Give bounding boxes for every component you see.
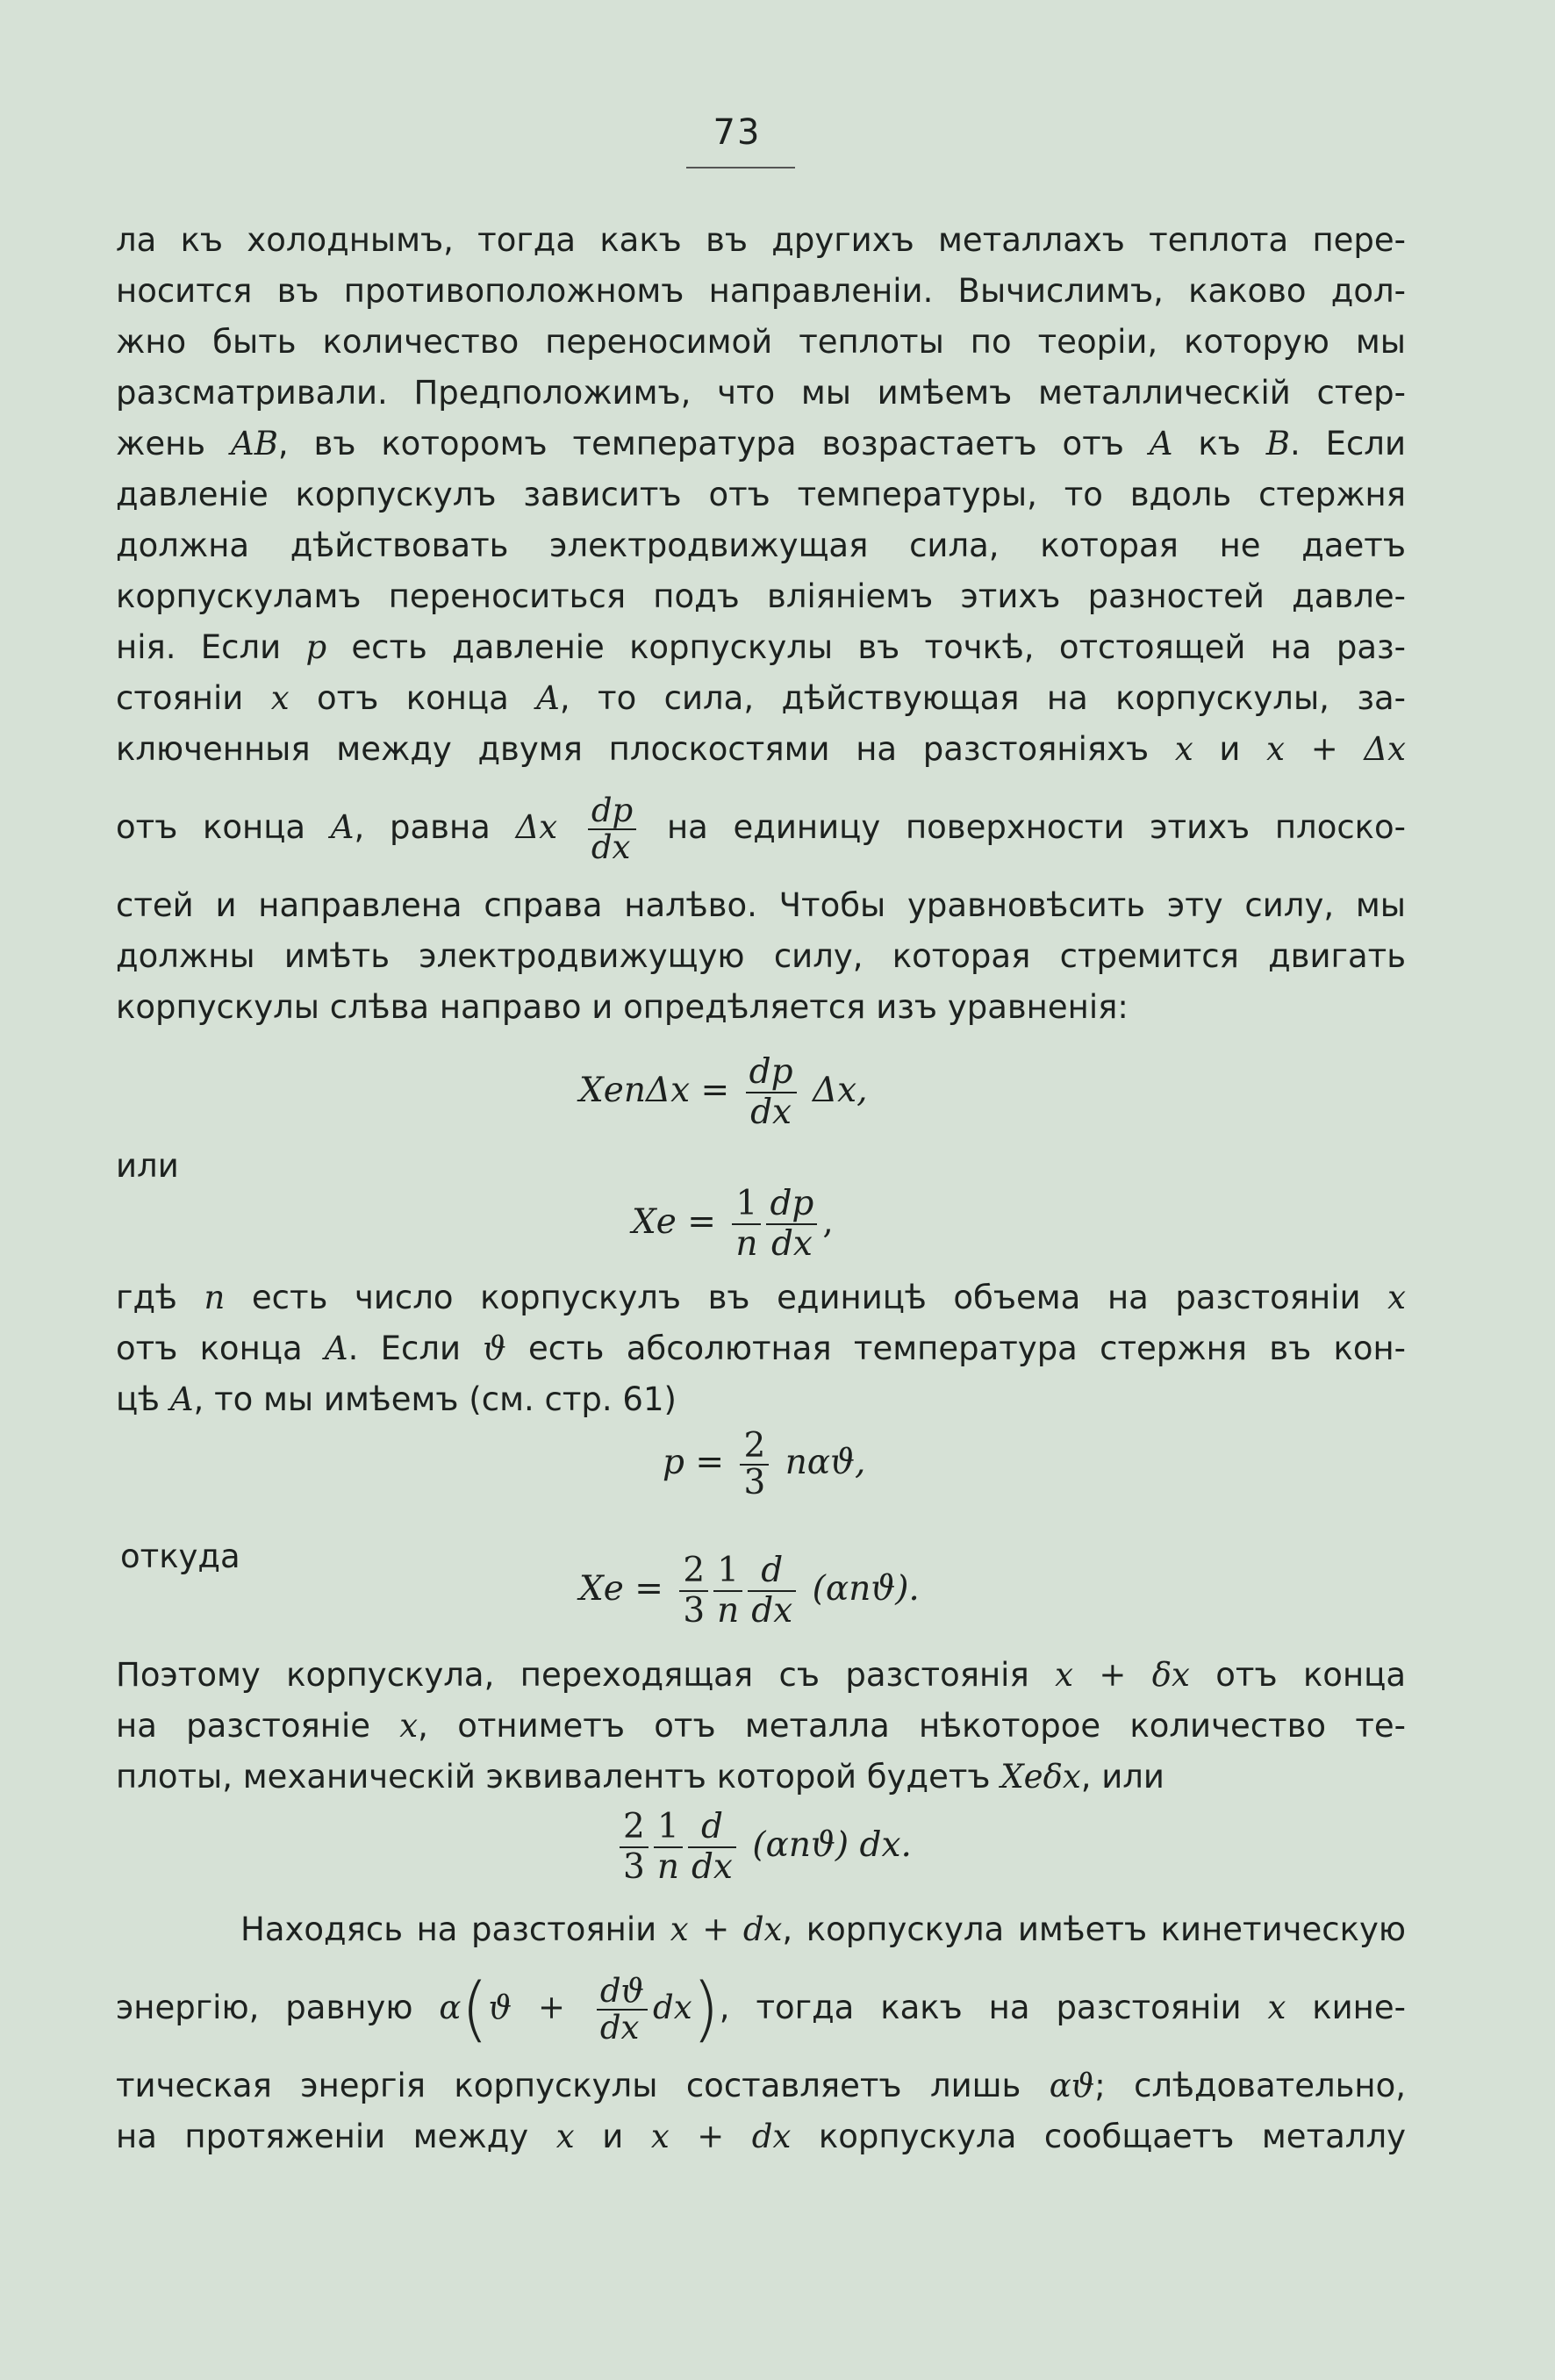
inline-fraction: $\frac{dϑ}{dx}$ bbox=[597, 1974, 648, 2046]
equation-3: p = $\frac{2}{3}$ nαϑ, bbox=[663, 1426, 866, 1502]
fraction: $\frac{1}{n}$ bbox=[654, 1808, 683, 1887]
word-otkuda: откуда bbox=[120, 1538, 240, 1575]
paragraph-3 bbox=[116, 1650, 1406, 1803]
page-number: 73 bbox=[713, 112, 762, 153]
text-line: отъ конца A. Если ϑ есть абсолютная температура стержня въ кон- bbox=[116, 1330, 1406, 1367]
fraction: $\frac{1}{n}$ bbox=[713, 1552, 742, 1631]
text-line: тическая энергія корпускулы составляетъ лишь αϑ; слѣдовательно, bbox=[116, 2067, 1407, 2104]
equation-4: Xe = $\frac{2}{3}$ $\frac{1}{n}$ $\frac{d}{dx}$ (αnϑ). bbox=[579, 1551, 920, 1631]
text-line: корпускулы слѣва направо и опредѣляется изъ уравненія: bbox=[116, 988, 1129, 1026]
inline-fraction: $\frac{dp}{dx}$ bbox=[588, 793, 636, 865]
text-line: нія. Если p есть давленіе корпускулы въ точкѣ, отстоящей на раз- bbox=[116, 628, 1407, 666]
text-line: на протяженіи между x и x + dx корпускула сообщаетъ металлу bbox=[116, 2118, 1406, 2155]
text-line: ключенныя между двумя плоскостями на разстояніяхъ x и x + Δx bbox=[116, 730, 1406, 768]
fraction: $\frac{2}{3}$ bbox=[620, 1808, 649, 1887]
text-line: плоты, механическій эквивалентъ которой будетъ Xeδx, или bbox=[116, 1758, 1164, 1796]
text-line: должны имѣть электродвижущую силу, которая стремится двигать bbox=[116, 937, 1406, 975]
paragraph-4 bbox=[116, 1904, 1406, 2162]
fraction: $\frac{2}{3}$ bbox=[679, 1552, 708, 1631]
text-line: стей и направлена справа налѣво. Чтобы уравновѣсить эту силу, мы bbox=[116, 886, 1406, 924]
paragraph-1 bbox=[116, 215, 1406, 1033]
text-line: корпускуламъ переноситься подъ вліяніемъ этихъ разностей давле- bbox=[116, 577, 1406, 615]
text-line: ла къ холоднымъ, тогда какъ въ другихъ металлахъ теплота пере- bbox=[116, 221, 1406, 259]
paragraph-2 bbox=[116, 1272, 1406, 1425]
equation-5: $\frac{2}{3}$ $\frac{1}{n}$ $\frac{d}{dx}$ (αnϑ) dx. bbox=[614, 1808, 912, 1887]
text-line: разсматривали. Предположимъ, что мы имѣемъ металлическій стер- bbox=[116, 374, 1406, 412]
text-line: на разстояніе x, отниметъ отъ металла нѣкоторое количество те- bbox=[116, 1707, 1406, 1745]
fraction: $\frac{d}{dx}$ bbox=[688, 1808, 736, 1887]
text-line: носится въ противоположномъ направленіи. Вычислимъ, каково дол- bbox=[116, 272, 1406, 310]
fraction: $\frac{1}{n}$ bbox=[732, 1185, 761, 1264]
text-line: Поэтому корпускула, переходящая съ разстоянія x + δx отъ конца bbox=[116, 1656, 1406, 1694]
text-line-with-fraction: энергію, равную α(ϑ + $\frac{dϑ}{dx}$ dx), тогда какъ на разстояніи x кине- bbox=[116, 1968, 1406, 2050]
text-line: гдѣ n есть число корпускулъ въ единицѣ объема на разстояніи x bbox=[116, 1279, 1407, 1316]
equation-1: XenΔx = $\frac{dp}{dx}$ Δx, bbox=[579, 1052, 868, 1132]
text-line: цѣ A, то мы имѣемъ (см. стр. 61) bbox=[116, 1380, 677, 1418]
equation-2: Xe = $\frac{1}{n}$ $\frac{dp}{dx}$ , bbox=[632, 1184, 834, 1264]
fraction: $\frac{dp}{dx}$ bbox=[746, 1053, 797, 1132]
text-line-with-fraction: отъ конца A, равна Δx $\frac{dp}{dx}$ на единицу поверхности этихъ плоско- bbox=[116, 791, 1407, 866]
text-line: стояніи x отъ конца A, то сила, дѣйствующая на корпускулы, за- bbox=[116, 679, 1407, 717]
text-line: Находясь на разстояніи x + dx, корпускула имѣетъ кинетическую bbox=[240, 1910, 1406, 1948]
fraction: $\frac{d}{dx}$ bbox=[748, 1552, 796, 1631]
text-line: жно быть количество переносимой теплоты по теоріи, которую мы bbox=[116, 323, 1406, 361]
fraction: $\frac{dp}{dx}$ bbox=[766, 1185, 817, 1264]
text-line: должна дѣйствовать электродвижущая сила, которая не даетъ bbox=[116, 527, 1406, 564]
page-number-rule bbox=[686, 167, 795, 168]
text-line: жень AB, въ которомъ температура возрастаетъ отъ A къ B. Если bbox=[116, 425, 1406, 462]
fraction: $\frac{2}{3}$ bbox=[740, 1429, 769, 1501]
word-ili: или bbox=[116, 1147, 179, 1185]
text-line: давленіе корпускулъ зависитъ отъ температуры, то вдоль стержня bbox=[116, 476, 1406, 513]
